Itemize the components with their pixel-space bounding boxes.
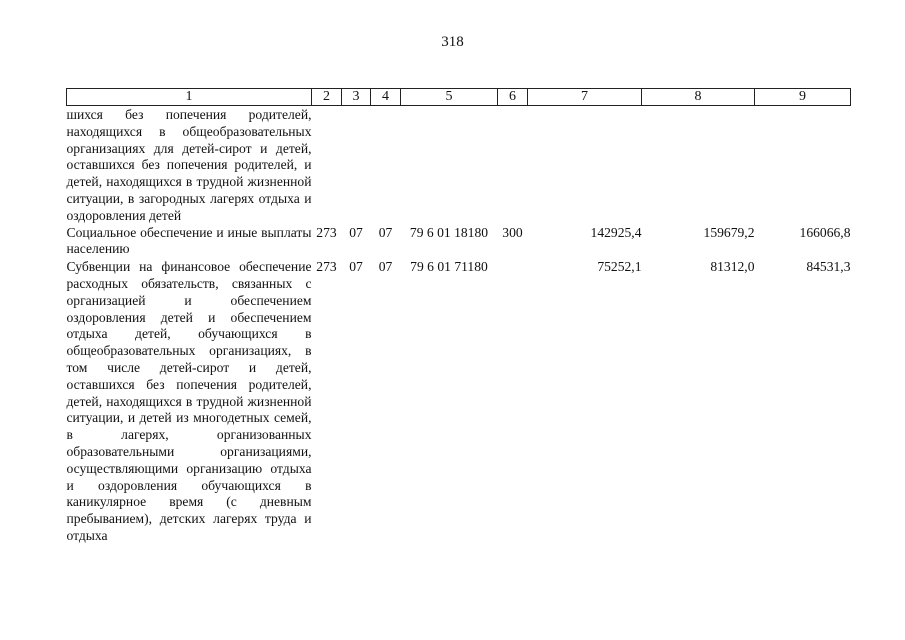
row-amount-8: 159679,2 <box>703 224 755 240</box>
page-number: 318 <box>441 34 464 50</box>
row-subsection-code: 07 <box>378 259 393 275</box>
row-description: Социальное обеспечение и иные выплаты населению <box>66 224 312 257</box>
row-section-code: 07 <box>349 224 363 240</box>
row-amount-8: 81312,0 <box>710 259 755 275</box>
row-target-article: 79 6 01 18180 <box>409 224 489 240</box>
header-row <box>67 89 851 106</box>
table-row <box>67 225 851 259</box>
header-col-7: 7 <box>528 89 642 106</box>
row-amount-9: 84531,3 <box>806 259 851 275</box>
row-amount-7 <box>528 106 642 225</box>
header-col-6: 6 <box>498 89 528 106</box>
row-amount-9 <box>755 106 851 225</box>
row-amount-8 <box>642 106 755 225</box>
row-ministry-code: 273 <box>316 224 337 240</box>
table-row <box>67 258 851 545</box>
table-row <box>67 106 851 225</box>
row-expense-type: 300 <box>502 224 523 240</box>
row-expense-type <box>498 258 528 545</box>
row-description: шихся без попечения родителей, находящихся в общеобразовательных организациях для детей-сирот и детей, оставшихся без попечения родителей, и детей, находящихся в трудной жизненной ситуации, в загородных лагерях отдыха и оздоровления детей <box>66 107 312 223</box>
row-target-article <box>401 106 498 225</box>
row-subsection-code: 07 <box>378 224 393 240</box>
row-section-code: 07 <box>349 259 363 275</box>
header-col-1: 1 <box>67 89 312 106</box>
header-col-8: 8 <box>642 89 755 106</box>
row-amount-7: 75252,1 <box>597 259 642 275</box>
row-subsection-code <box>371 106 401 225</box>
row-expense-type <box>498 106 528 225</box>
row-amount-7: 142925,4 <box>590 224 642 240</box>
row-target-article: 79 6 01 71180 <box>410 259 488 275</box>
row-ministry-code: 273 <box>316 259 337 275</box>
budget-table <box>66 88 851 545</box>
header-col-3: 3 <box>342 89 371 106</box>
row-ministry-code <box>312 106 342 225</box>
header-col-4: 4 <box>371 89 401 106</box>
row-description: Субвенции на финансовое обеспечение расходных обязательств, связанных с организацией и обеспечением оздоровления детей и обеспечением отдыха детей, обучающихся в общеобразовательных организациях, в том числе детей-сирот и детей, оставшихся без попечения родителей, детей, находящихся в трудной жизненной ситуации, и детей из многодетных семей, в лагерях, организованных образовательными организациями, осуществляющими организацию отдыха и оздоровления обучающихся в каникулярное время (с дневным пребыванием), детских лагерях труда и отдыха <box>66 259 312 543</box>
header-col-5: 5 <box>401 89 498 106</box>
header-col-9: 9 <box>755 89 851 106</box>
header-col-2: 2 <box>312 89 342 106</box>
row-section-code <box>342 106 371 225</box>
row-amount-9: 166066,8 <box>799 224 851 240</box>
